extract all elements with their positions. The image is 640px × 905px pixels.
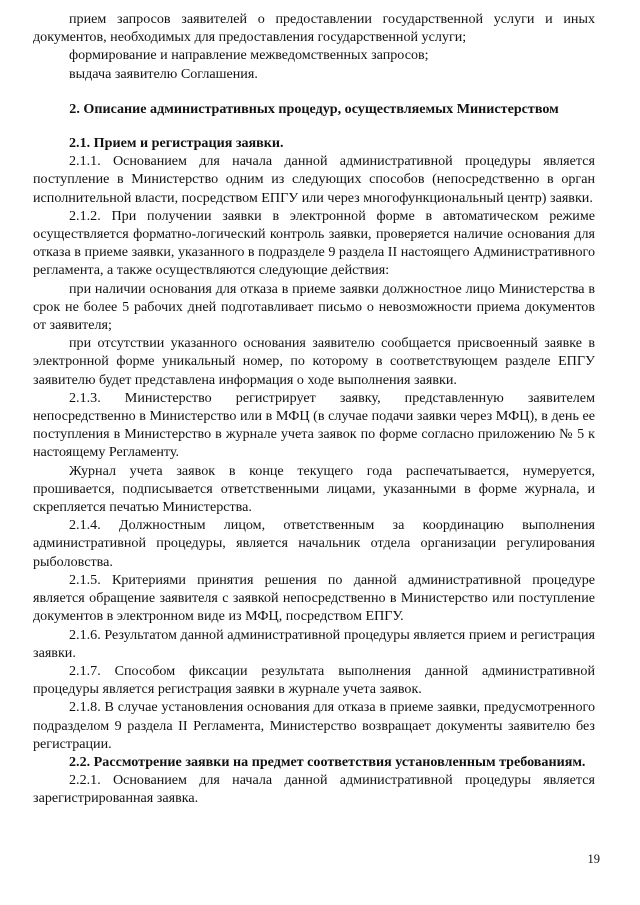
paragraph-2-1-1: 2.1.1. Основанием для начала данной административной процедуры является поступление в Министерство одним из следующих способов (непосредственно в орган исполнительной власти, посредством ЕПГУ или через многофункциональный центр) заявки. <box>33 153 595 206</box>
page-number: 19 <box>587 852 600 866</box>
paragraph-2-1-2-refusal: при наличии основания для отказа в приеме заявки должностное лицо Министерства в срок не более 5 рабочих дней подготавливает письмо о невозможности приема документов от заявителя; <box>33 280 595 334</box>
paragraph-2-1-4: 2.1.4. Должностным лицом, ответственным за координацию выполнения административной процедуры, является начальник отдела организации регулирования рыболовства. <box>33 517 595 570</box>
paragraph-2-1-2-accept: при отсутствии указанного основания заявителю сообщается присвоенный заявке в электронной форме уникальный номер, по которому в соответствующем разделе ЕПГУ заявителю будет представлена информация о ходе выполнения заявки. <box>33 335 595 388</box>
paragraph-2-1-7: 2.1.7. Способом фиксации результата выполнения данной административной процедуры является регистрация заявки в журнале учета заявок. <box>33 662 595 698</box>
paragraph-2-1-2: 2.1.2. При получении заявки в электронной форме в автоматическом режиме осуществляется форматно-логический контроль заявки, проверяется наличие основания для отказа в приеме заявки, указанного в подразделе 9 раздела II настоящего Административного регламента, а также осуществляются следующие действия: <box>33 207 595 279</box>
intro-paragraph-3: выдача заявителю Соглашения. <box>69 65 258 82</box>
paragraph-2-1-6: 2.1.6. Результатом данной административной процедуры является прием и регистрация заявки. <box>33 626 595 661</box>
paragraph-2-1-5: 2.1.5. Критериями принятия решения по данной административной процедуре является обращение заявителя с заявкой непосредственно в Министерство или поступление документов в электронном виде из МФЦ, посредством ЕПГУ. <box>33 571 595 625</box>
paragraph-2-2-1: 2.2.1. Основанием для начала данной административной процедуры является зарегистрированная заявка. <box>33 772 595 807</box>
paragraph-2-1-3-journal: Журнал учета заявок в конце текущего года распечатывается, нумеруется, прошивается, подписывается ответственными лицами, указанными в форме журнала, и скрепляется печатью Министерства. <box>33 462 595 516</box>
paragraph-2-1-8: 2.1.8. В случае установления основания для отказа в приеме заявки, предусмотренного подразделом 9 раздела II Регламента, Министерство возвращает документы заявителю без регистрации. <box>33 699 595 752</box>
section-2-heading: 2. Описание административных процедур, осуществляемых Министерством <box>69 100 559 117</box>
subsection-2-2-heading: 2.2. Рассмотрение заявки на предмет соответствия установленным требованиям. <box>69 753 586 770</box>
intro-paragraph-1: прием запросов заявителей о предоставлении государственной услуги и иных документов, необходимых для предоставления государственной услуги; <box>33 11 595 46</box>
document-page <box>33 10 595 808</box>
subsection-2-1-heading: 2.1. Прием и регистрация заявки. <box>69 135 284 152</box>
intro-paragraph-2: формирование и направление межведомственных запросов; <box>69 47 429 64</box>
paragraph-2-1-3: 2.1.3. Министерство регистрирует заявку, представленную заявителем непосредственно в Министерство или в МФЦ (в случае подачи заявки через МФЦ), в день ее поступления в Министерство в журнале учета заявок по форме согласно приложению № 5 к настоящему Регламенту. <box>33 389 595 461</box>
